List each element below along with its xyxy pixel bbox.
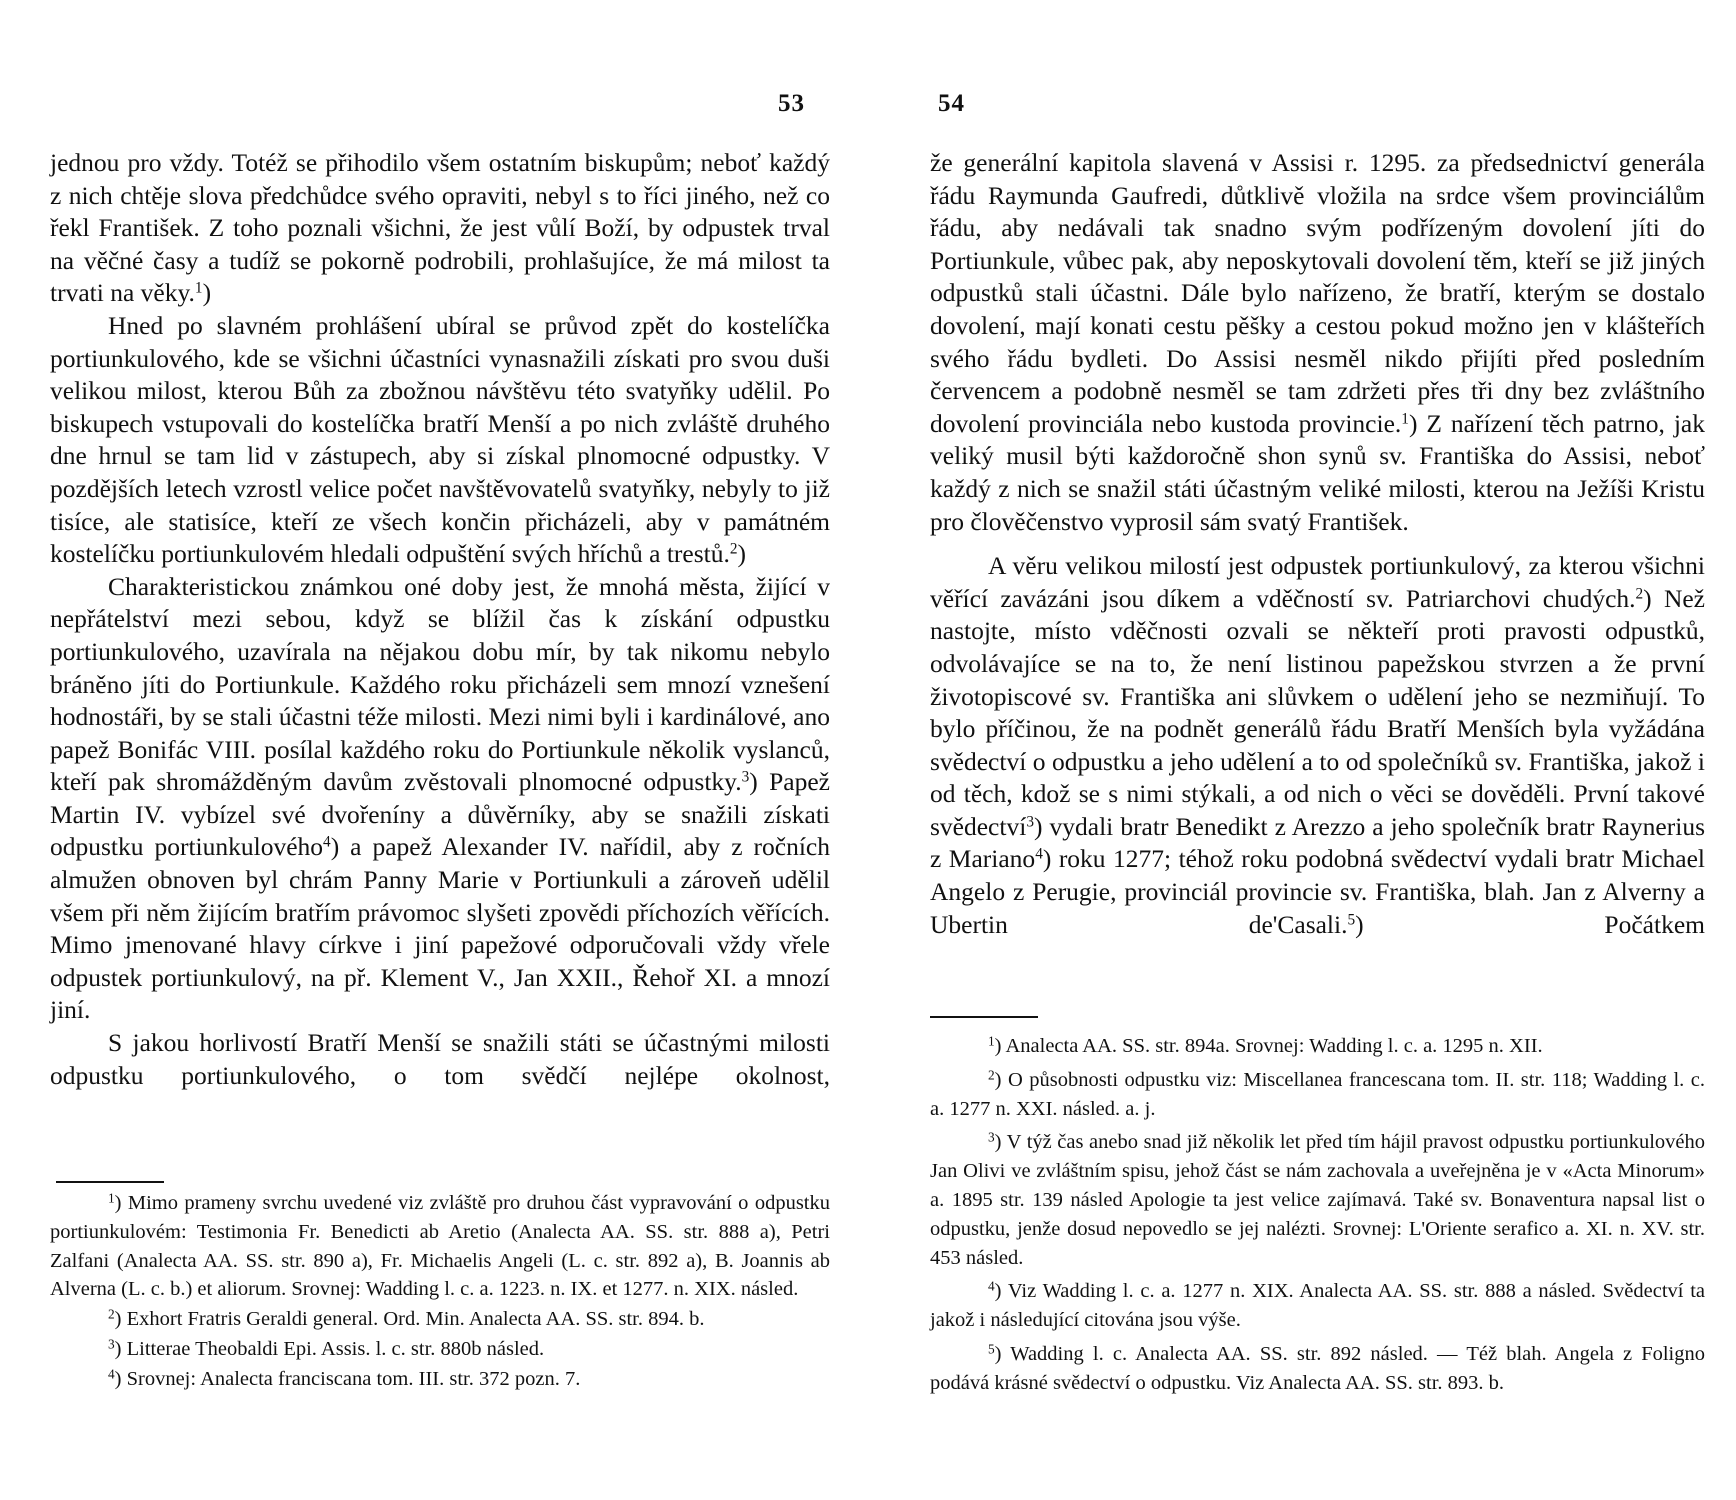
- footnote-ref: 1: [1401, 410, 1409, 428]
- footnote-rule: [930, 1016, 1038, 1018]
- footnote: $^4$) Viz Wadding l. c. a. 1277 n. XIX. Analecta AA. SS. str. 888 a násled. Svědectví ta jakož i následující citována jsou výše.: [930, 1278, 1705, 1332]
- footnote-ref: 4: [323, 834, 331, 852]
- footnote-ref: 4: [1035, 846, 1043, 864]
- footnote: $^3$) V týž čas anebo snad již několik let před tím hájil pravost odpustku portiunkulového Jan Olivi ve zvláštním spisu, jehož část se nám zachovala a uveřejněna je v «Acta Minorum» a. 1895 str. 139 násled Apologie ta jest velice zajímavá. Také sv. Bonaventura napsal list o odpustku, jenže dosud nepovedlo se jej nalézti. Srovnej: L'Oriente serafico a. XI. n. XV. str. 453 násled.: [930, 1129, 1705, 1269]
- paragraph: jednou pro vždy. Totéž se přihodilo všem ostatním biskupům; neboť každý z nich chtěje slova předchůdce svého opraviti, nebyl s to říci jiného, než co řekl František. Z toho poznali všichni, že jest vůlí Boží, by odpustek trval na věčné časy a tudíž se pokorně podrobili, prohlašujíce, že má milost ta trvati na věky.$^1$): [50, 148, 830, 308]
- footnote: $^2$) Exhort Fratris Geraldi general. Ord. Min. Analecta AA. SS. str. 894. b.: [108, 1306, 705, 1331]
- page-number: 53: [778, 90, 805, 117]
- footnote-ref: 3: [741, 768, 750, 786]
- paragraph: Charakteristickou známkou oné doby jest, že mnohá města, žijící v nepřátelství mezi sebou, když se blížil čas k získání odpustku portiunkulového, uzavírala na nějakou dobu mír, by tak nikomu nebylo bráněno jíti do Portiunkule. Každého roku přicházeli sem mnozí vznešení hodnostáři, by se stali účastni téže milosti. Mezi nimi byli i kardinálové, ano papež Bonifác VIII. posílal každého roku do Portiunkule několik vyslanců, kteří pak shromážděným davům zvěstovali plnomocné odpustky.$^3$) Papež Martin IV. vybízel své dvořeníny a důvěrníky, aby se snažili získati odpustku portiunkulového$^4$) a papež Alexander IV. nařídil, aby z ročních almužen obnoven byl chrám Panny Marie v Portiunkuli a zároveň udělil všem při něm žijícím bratřím právomoc slyšeti zpovědi příchozích věřících. Mimo jmenované hlavy církve i jiní papežové odporučovali vždy vřele odpustek portiunkulový, na př. Klement V., Jan XXII., Řehoř XI. a mnozí jiní.: [50, 571, 830, 1025]
- footnote: $^5$) Wadding l. c. Analecta AA. SS. str. 892 násled. — Též blah. Angela z Foligno podává krásné svědectví o odpustku. Viz Analecta AA. SS. str. 893. b.: [930, 1341, 1705, 1394]
- paragraph: S jakou horlivostí Bratří Menší se snažili státi se účastnými milosti odpustku portiunkulového, o tom svědčí nejlépe okolnost,: [50, 1028, 830, 1090]
- body-text: [50, 147, 830, 1092]
- footnote-ref: 2: [1635, 585, 1644, 603]
- footnote: $^1$) Analecta AA. SS. str. 894a. Srovnej: Wadding l. c. a. 1295 n. XII.: [988, 1033, 1543, 1057]
- footnote: $^2$) O působnosti odpustku viz: Miscellanea francescana tom. II. str. 118; Wadding l. c. a. 1277 n. XXI. násled. a. j.: [930, 1067, 1705, 1120]
- page-number: 54: [938, 90, 965, 117]
- footnote-ref: 1: [194, 279, 203, 297]
- body-text: [930, 147, 1705, 941]
- footnote-ref: 5: [1347, 911, 1356, 929]
- paragraph: A věru velikou milostí jest odpustek portiunkulový, za kterou všichni věřící zavázáni jsou díkem a vděčností sv. Patriarchovi chudých.$^2$) Než nastojte, místo vděčnosti ozvali se někteří proti pravosti odpustků, odvolávajíce se na to, že není listinou papežskou stvrzen a že první životopiscové sv. Františka ani slůvkem o udělení jeho se nezmiňují. To bylo příčinou, že na podnět generálů řádu Bratří Menších byla vyžádána svědectví o odpustku a jeho udělení a to od společníků sv. Františka, jakož i od těch, kdož se s nimi stýkali, a od nich o věci se dověděli. První takové svědectví$^3$) vydali bratr Benedikt z Arezzo a jeho společník bratr Raynerius z Mariano$^4$) roku 1277; téhož roku podobná svědectví vydali bratr Michael Angelo z Perugie, provinciál provincie sv. Františka, blah. Jan z Alverny a Ubertin de'Casali.$^5$) Počátkem: [930, 551, 1705, 939]
- footnote: $^3$) Litterae Theobaldi Epi. Assis. l. c. str. 880b násled.: [108, 1336, 545, 1360]
- footnotes: [50, 1189, 830, 1394]
- paragraph: Hned po slavném prohlášení ubíral se průvod zpět do kostelíčka portiunkulového, kde se všichni účastníci vynasnažili získati pro svou duši velikou milost, kterou Bůh za zbožnou návštěvu této svatyňky udělil. Po biskupech vstupovali do kostelíčka bratří Menší a po nich zvláště druhého dne hrnul se tam lid v zástupech, aby si získal plnomocné odpustky. V pozdějších letech vzrostl velice počet navštěvovatelů svatyňky, nebyly to již tisíce, ale statisíce, kteří ze všech končin přicházeli, aby v památném kostelíčku portiunkulovém hledali odpuštění svých hříchů a trestů.$^2$): [50, 310, 830, 569]
- footnote: $^1$) Mimo prameny svrchu uvedené viz zvláště pro druhou část vypravování o odpustku portiunkulovém: Testimonia Fr. Benedicti ab Aretio (Analecta AA. SS. str. 888 a), Petri Zalfani (Analecta AA. SS. str. 890 a), Fr. Michaelis Angeli (L. c. str. 892 a), B. Joannis ab Alverna (L. c. b.) et aliorum. Srovnej: Wadding l. c. a. 1223. n. IX. et 1277. n. XIX. násled.: [50, 1190, 830, 1301]
- footnotes: [930, 1032, 1705, 1398]
- footnote-ref: 3: [1026, 813, 1034, 831]
- paragraph: že generální kapitola slavená v Assisi r. 1295. za předsednictví generála řádu Raymunda Gaufredi, důtklivě vložila na srdce všem provinciálům řádu, aby nedávali tak snadno svým podřízeným dovolení jíti do Portiunkule, vůbec pak, aby neposkytovali dovolení těm, kteří se již jiných odpustků stali účastni. Dále bylo nařízeno, že bratří, kterým se dostalo dovolení, mají konati cestu pěšky a cestou pokud možno jen v klášteřích svého řádu bydleti. Do Assisi nesměl nikdo přijíti před posledním červencem a podobně nesměl se tam zdržeti přes tři dny bez zvláštního dovolení provinciála nebo kustoda provincie.$^1$) Z nařízení těch patrno, jak veliký musil býti každoročně shon synů sv. Františka do Assisi, neboť každý z nich se snažil státi účastným veliké milosti, kterou na Ježíši Kristu pro člověčenstvo vyprosil sám svatý František.: [930, 148, 1706, 536]
- footnote-rule: [56, 1181, 164, 1183]
- footnote: $^4$) Srovnej: Analecta franciscana tom. III. str. 372 pozn. 7.: [108, 1366, 581, 1390]
- footnote-ref: 2: [729, 540, 738, 558]
